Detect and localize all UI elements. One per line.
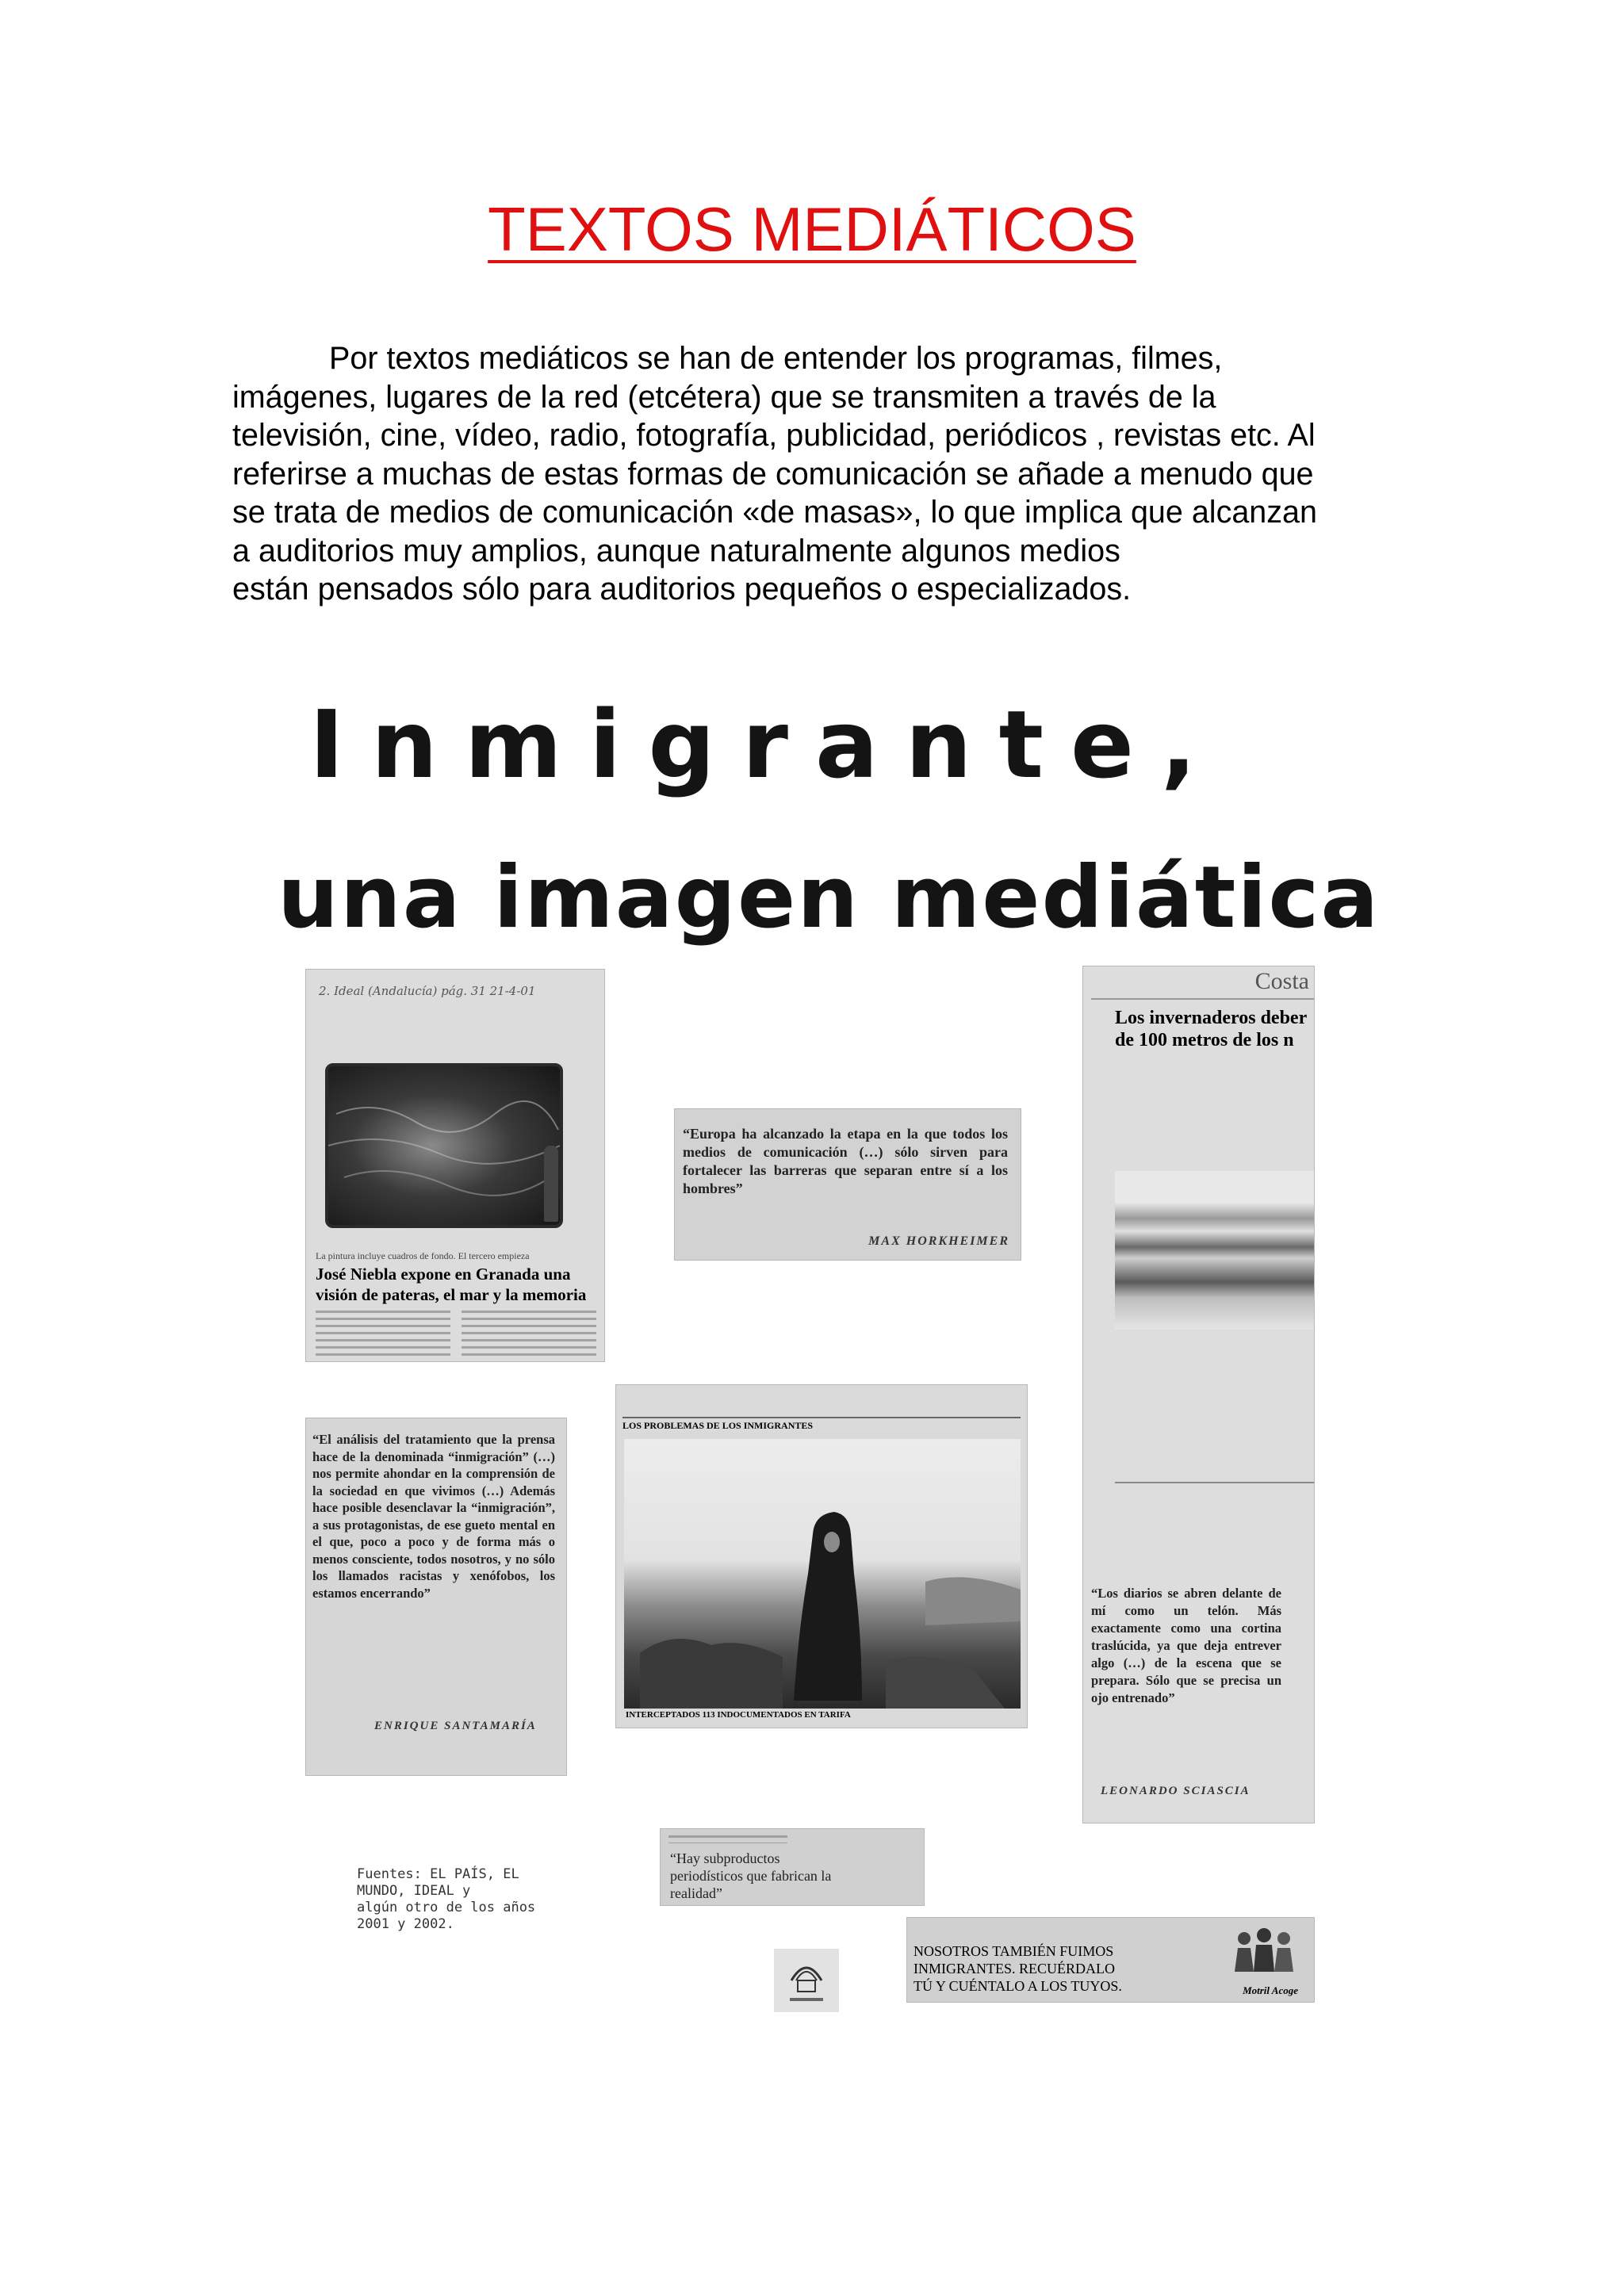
sources-line: MUNDO, IDEAL y: [357, 1883, 471, 1899]
banner-line: TÚ Y CUÉNTALO A LOS TUYOS.: [914, 1978, 1122, 1994]
exhibit-photo: [325, 1063, 563, 1228]
junta-logo: [774, 1949, 839, 2012]
sources-line: Fuentes: EL PAÍS, EL: [357, 1866, 519, 1882]
costa-rule: [1091, 998, 1314, 1000]
quote-text: “Hay subproductos periodísticos que fabrican la realidad”: [670, 1850, 832, 1901]
banner-line: INMIGRANTES. RECUÉRDALO: [914, 1961, 1115, 1976]
emblem-icon: [774, 1949, 839, 2012]
exhibit-headline-2: visión de pateras, el mar y la memoria: [316, 1285, 587, 1304]
quote-subproductos: [660, 1828, 925, 1906]
costa-masthead: Costa: [1254, 968, 1309, 994]
exhibit-headline-1: José Niebla expone en Granada una: [316, 1265, 571, 1284]
woman-photo: [624, 1439, 1021, 1709]
sources-line: 2001 y 2002.: [357, 1916, 454, 1932]
poster-headline-line1: Inmigrante,: [309, 690, 1224, 799]
person-figure: [544, 1146, 558, 1222]
costa-rule-2: [1115, 1482, 1314, 1483]
quote-santamaria: [305, 1418, 567, 1776]
banner-motril-acoge: [906, 1917, 1315, 2003]
intro-paragraph: [232, 339, 1392, 609]
intro-line: se trata de medios de comunicación «de masas», lo que implica que alcanzan: [232, 495, 1317, 530]
body-text-column: [316, 1311, 450, 1358]
sources-line: algún otro de los años: [357, 1900, 536, 1915]
intro-line: a auditorios muy amplios, aunque naturalmente algunos medios: [232, 533, 1120, 568]
costa-headline-2: de 100 metros de los n: [1115, 1030, 1294, 1050]
quote-author: ENRIQUE SANTAMARÍA: [374, 1720, 537, 1732]
clipping-costa: [1082, 966, 1315, 1823]
intro-line: Por textos mediáticos se han de entender los programas, filmes,: [329, 341, 1223, 376]
intro-line: están pensados sólo para auditorios pequeños o especializados.: [232, 572, 1132, 607]
cloaked-woman-figure: [624, 1439, 1021, 1709]
clip-top-rule: [622, 1417, 1021, 1418]
clipping-problemas: [615, 1384, 1028, 1728]
page-title: TEXTOS MEDIÁTICOS: [488, 194, 1136, 264]
intro-line: referirse a muchas de estas formas de comunicación se añade a menudo que: [232, 456, 1314, 492]
quote-text: “Europa ha alcanzado la etapa en la que todos los medios de comunicación (…) sólo sirven para fortalecer las barreras que separan entre sí a los hombres”: [683, 1126, 1008, 1196]
waves-texture: [328, 1066, 560, 1225]
banner-line: NOSOTROS TAMBIÉN FUIMOS: [914, 1943, 1114, 1959]
sources-note: [357, 1866, 535, 1933]
quote-sciascia-text: “Los diarios se abren delante de mí como un telón. Más exactamente como una cortina traslúcida, ya que deja entrever algo (…) de la escena que se prepara. Sólo que se precisa un ojo entrenado”: [1091, 1586, 1281, 1705]
people-group-icon: [1228, 1926, 1300, 1975]
greenhouses-photo: [1115, 1171, 1315, 1330]
quote-author: MAX HORKHEIMER: [868, 1234, 1009, 1248]
intro-line: televisión, cine, vídeo, radio, fotografía, publicidad, periódicos , revistas etc. Al: [232, 418, 1316, 453]
photo-caption: INTERCEPTADOS 113 INDOCUMENTADOS EN TARIFA: [626, 1710, 851, 1720]
poster-headline-line2: una imagen mediática: [278, 848, 1381, 947]
org-name: Motril Acoge: [1243, 1984, 1298, 1996]
clip-masthead-text: [668, 1835, 787, 1843]
costa-headline-1: Los invernaderos deber: [1115, 1008, 1308, 1028]
quote-horkheimer: [674, 1108, 1021, 1261]
intro-line: imágenes, lugares de la red (etcétera) que se transmiten a través de la: [232, 379, 1216, 415]
section-label: LOS PROBLEMAS DE LOS INMIGRANTES: [622, 1420, 814, 1431]
exhibit-caption: La pintura incluye cuadros de fondo. El tercero empieza: [316, 1250, 530, 1261]
handwritten-note: 2. Ideal (Andalucía) pág. 31 21-4-01: [319, 984, 536, 998]
body-text-column: [462, 1311, 596, 1358]
quote-sciascia-author: LEONARDO SCIASCIA: [1101, 1785, 1251, 1797]
clipping-exhibit: [305, 969, 605, 1362]
quote-text: “El análisis del tratamiento que la prensa hace de la denominada “inmigración” (…) nos permite ahondar en la comprensión de la sociedad en que vivimos (…) Además hace posible desenclavar la “inmigración”, a sus protagonistas, de ese gueto mental en el que, poco a poco y de forma más o menos consciente, todos nosotros, y no sólo los llamados racistas y xenófobos, los estamos encerrando”: [312, 1432, 555, 1601]
